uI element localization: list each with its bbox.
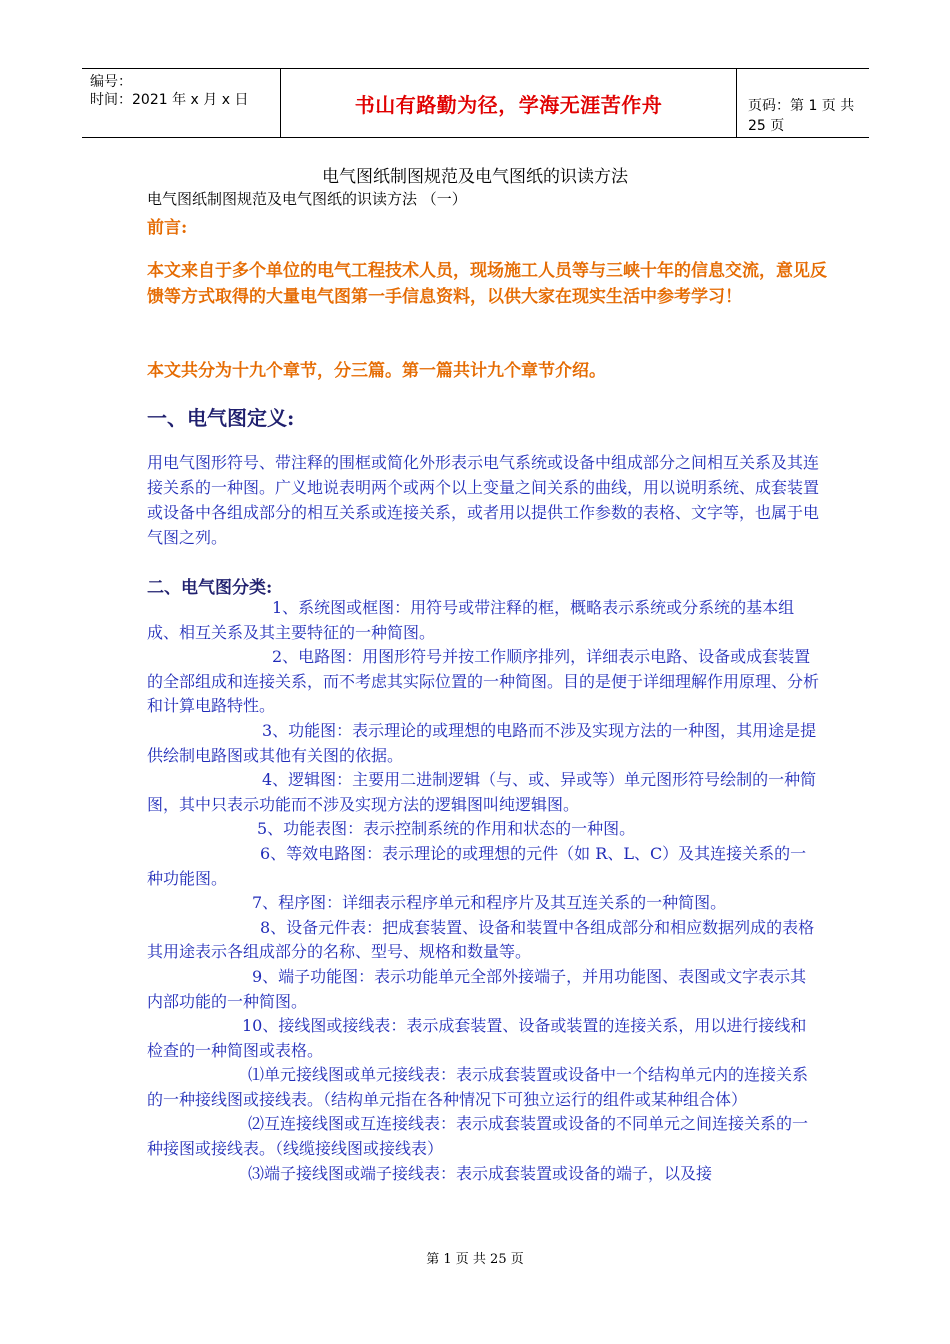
list-item: 7、程序图：详细表示程序单元和程序片及其互连关系的一种简图。 [252, 893, 727, 913]
list-item: ⑴单元接线图或单元接线表：表示成套装置或设备中一个结构单元内的连接关系的一种接线图或接线表。（结构单元指在各种情况下可独立运行的组件或某种组合体） [147, 1065, 809, 1109]
header-meta [90, 73, 280, 109]
list-item: 3、功能图：表示理论的或理想的电路而不涉及实现方法的一种图，其用途是提供绘制电路图或其他有关图的依据。 [147, 720, 817, 765]
list-item: 2、电路图：用图形符号并按工作顺序排列，详细表示电路、设备或成套装置的全部组成和连接关系，而不考虑其实际位置的一种简图。目的是便于详细理解作用原理、分析和计算电路特性。 [147, 647, 820, 716]
preface-paragraph-2: 本文共分为十九个章节，分三篇。第一篇共计九个章节介绍。 [147, 361, 606, 381]
section-2-heading: 二、电气图分类: [147, 578, 273, 598]
list-item: 1、系统图或框图：用符号或带注释的框，概略表示系统或分系统的基本组成、相互关系及其主要特征的一种简图。 [147, 598, 795, 642]
page-header [82, 68, 869, 138]
list-item: 6、等效电路图：表示理论的或理想的元件（如 R、L、C）及其连接关系的一种功能图。 [147, 843, 807, 888]
list-item: ⑵互连接线图或互连接线表：表示成套装置或设备的不同单元之间连接关系的一种接图或接线表。（线缆接线图或接线表） [147, 1114, 809, 1159]
document-subtitle: 电气图纸制图规范及电气图纸的识读方法 （一） [147, 190, 467, 208]
list-item: 5、功能表图：表示控制系统的作用和状态的一种图。 [257, 819, 636, 839]
list-item: 8、设备元件表：把成套装置、设备和装置中各组成部分和相应数据列成的表格其用途表示各组成部分的名称、型号、规格和数量等。 [147, 917, 815, 962]
list-item: 9、端子功能图：表示功能单元全部外接端子，并用功能图、表图或文字表示其内部功能的一种简图。 [147, 966, 807, 1011]
list-item: 10、接线图或接线表：表示成套装置、设备或装置的连接关系，用以进行接线和检查的一种简图或表格。 [147, 1016, 807, 1060]
preface-paragraph-1: 本文来自于多个单位的电气工程技术人员，现场施工人员等与三峡十年的信息交流，意见反馈等方式取得的大量电气图第一手信息资料，以供大家在现实生活中参考学习！ [147, 261, 827, 307]
motto-text: 书山有路勤为径，学海无涯苦作舟 [354, 92, 663, 117]
document-title: 电气图纸制图规范及电气图纸的识读方法 [322, 167, 628, 187]
header-motto-cell [280, 69, 737, 137]
section-1-heading: 一、电气图定义: [147, 406, 295, 430]
time-label: 时间：2021 年 x 月 x 日 [90, 92, 249, 108]
serial-label: 编号： [90, 74, 132, 90]
section-1-body: 用电气图形符号、带注释的围框或简化外形表示电气系统或设备中组成部分之间相互关系及其连接关系的一种图。广义地说表明两个或两个以上变量之间关系的曲线，用以说明系统、成套装置或设备中各组成部分的相互关系或连接关系，或者用以提供工作参数的表格、文字等，也属于电气图之列。 [147, 453, 820, 547]
list-item: 4、逻辑图：主要用二进制逻辑（与、或、异或等）单元图形符号绘制的一种简图，其中只表示功能而不涉及实现方法的逻辑图叫纯逻辑图。 [147, 770, 817, 814]
header-page-info: 页码：第 1 页 共 25 页 [748, 98, 855, 134]
classification-list [147, 596, 819, 1186]
list-item: ⑶端子接线图或端子接线表：表示成套装置或设备的端子，以及接 [248, 1163, 713, 1183]
page-footer: 第 1 页 共 25 页 [426, 1252, 524, 1267]
preface-label: 前言: [147, 218, 188, 238]
